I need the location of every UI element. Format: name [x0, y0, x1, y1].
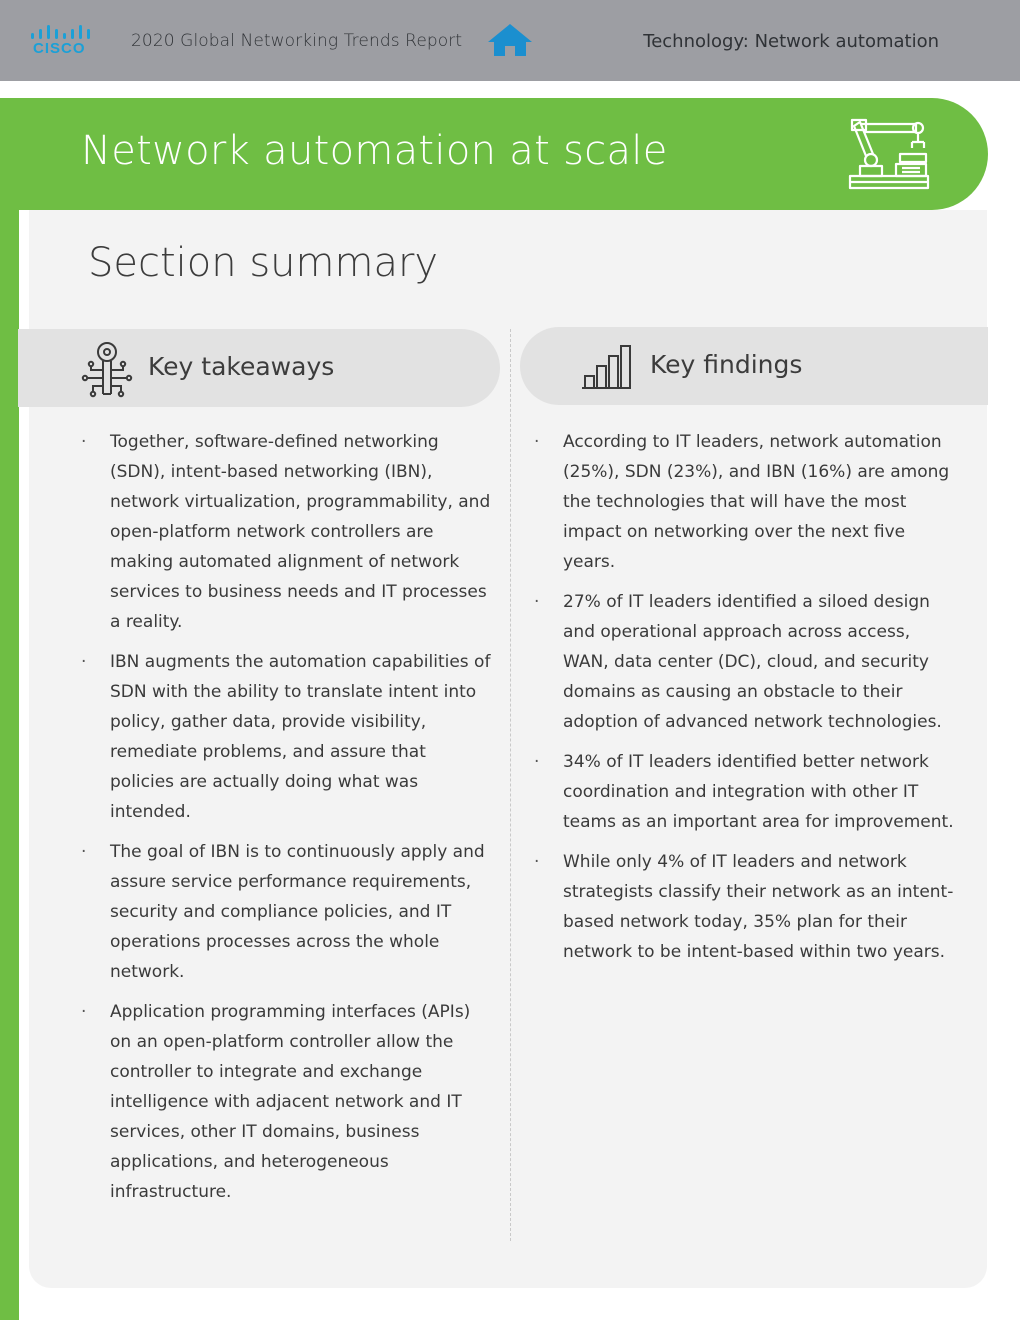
section-summary-title: Section summary [88, 240, 439, 286]
section-label: Technology: Network automation [643, 31, 939, 52]
list-item: · Together, software-defined networking (SDN), intent-based networking (IBN), network virtualization, programmability, and open-platform network controllers are making automated alignment of network services to business needs and IT processes a reality. [81, 427, 491, 637]
key-findings-list [534, 427, 954, 977]
report-title: 2020 Global Networking Trends Report [131, 31, 463, 51]
key-findings-heading: Key findings [650, 350, 803, 379]
key-circuit-icon [79, 340, 135, 398]
list-item: · 27% of IT leaders identified a siloed design and operational approach across access, WAN, data center (DC), cloud, and security domains as causing an obstacle to their adoption of advanced network technologies. [534, 587, 954, 737]
bar-chart-icon [580, 342, 632, 390]
list-item: · IBN augments the automation capabilities of SDN with the ability to translate intent into policy, gather data, provide visibility, remediate problems, and assure that policies are actually doing what was intended. [81, 647, 491, 827]
list-item: · While only 4% of IT leaders and network strategists classify their network as an intent-based network today, 35% plan for their network to be intent-based within two years. [534, 847, 954, 967]
list-item: · The goal of IBN is to continuously apply and assure service performance requirements, security and compliance policies, and IT operations processes across the whole network. [81, 837, 491, 987]
key-takeaways-heading: Key takeaways [148, 352, 335, 381]
left-accent-stripe [0, 98, 19, 1320]
page-title: Network automation at scale [81, 128, 668, 174]
list-item: · According to IT leaders, network automation (25%), SDN (23%), and IBN (16%) are among the technologies that will have the most impact on networking over the next five years. [534, 427, 954, 577]
key-takeaways-list [81, 427, 491, 1217]
robot-arm-icon [846, 116, 932, 192]
column-divider [510, 329, 511, 1241]
cisco-logo-text: CISCO [33, 40, 86, 57]
list-item: · Application programming interfaces (APIs) on an open-platform controller allow the controller to integrate and exchange intelligence with adjacent network and IT services, other IT domains, business applications, and heterogeneous infrastructure. [81, 997, 491, 1207]
top-bar [0, 0, 1020, 81]
home-icon[interactable] [486, 22, 534, 58]
list-item: · 34% of IT leaders identified better network coordination and integration with other IT teams as an important area for improvement. [534, 747, 954, 837]
